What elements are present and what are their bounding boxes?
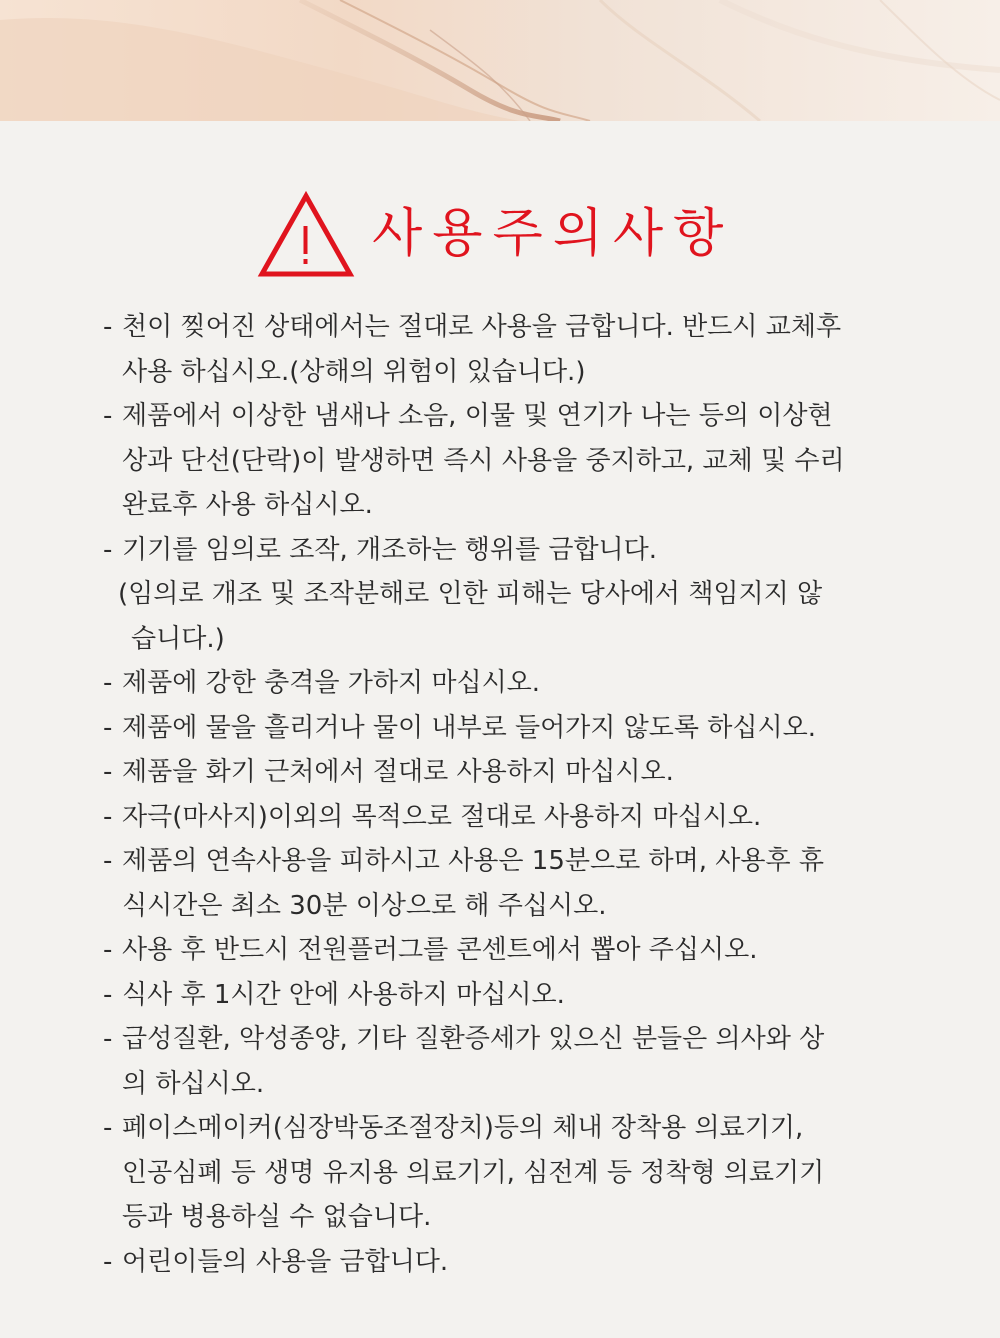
notice-line: 페이스메이커(심장박동조절장치)등의 체내 장착용 의료기기, bbox=[122, 1113, 804, 1143]
bullet-dash: - bbox=[103, 935, 113, 965]
notice-line: 식사 후 1시간 안에 사용하지 마십시오. bbox=[122, 979, 565, 1010]
notice-list bbox=[103, 305, 903, 1284]
notice-line: 어린이들의 사용을 금합니다. bbox=[122, 1246, 449, 1277]
notice-item bbox=[103, 928, 903, 973]
notice-item bbox=[103, 305, 903, 394]
notice-line: 제품에 물을 흘리거나 물이 내부로 들어가지 않도록 하십시오. bbox=[122, 712, 817, 743]
notice-line: 식시간은 최소 30분 이상으로 해 주십시오. bbox=[122, 890, 607, 921]
notice-line: 기기를 임의로 조작, 개조하는 행위를 금합니다. bbox=[122, 534, 658, 565]
notice-text bbox=[122, 528, 903, 573]
notice-item bbox=[103, 839, 903, 928]
notice-text bbox=[122, 1240, 903, 1285]
bullet-dash: - bbox=[103, 1024, 113, 1054]
notice-line: 제품을 화기 근처에서 절대로 사용하지 마십시오. bbox=[122, 757, 674, 787]
notice-line: 사용 하십시오.(상해의 위험이 있습니다.) bbox=[122, 356, 586, 387]
notice-line: 상과 단선(단락)이 발생하면 즉시 사용을 중지하고, 교체 및 수리 bbox=[122, 445, 845, 476]
notice-line: 인공심폐 등 생명 유지용 의료기기, 심전계 등 정착형 의료기기 bbox=[122, 1157, 825, 1188]
notice-line: 자극(마사지)이외의 목적으로 절대로 사용하지 마십시오. bbox=[122, 801, 762, 832]
notice-line: 완료후 사용 하십시오. bbox=[122, 490, 373, 520]
notice-line: 사용 후 반드시 전원플러그를 콘센트에서 뽑아 주십시오. bbox=[122, 935, 758, 965]
bullet-dash: - bbox=[103, 712, 113, 743]
notice-item bbox=[103, 1017, 903, 1106]
bullet-dash: - bbox=[103, 401, 113, 431]
bullet-dash: - bbox=[103, 801, 113, 832]
notice-item bbox=[103, 394, 903, 528]
notice-item bbox=[103, 750, 903, 795]
title-row bbox=[0, 190, 1000, 290]
bullet-dash: - bbox=[103, 1113, 113, 1143]
notice-line: 천이 찢어진 상태에서는 절대로 사용을 금합니다. 반드시 교체후 bbox=[122, 312, 842, 342]
notice-text bbox=[122, 394, 903, 528]
notice-line: 급성질환, 악성종양, 기타 질환증세가 있으신 분들은 의사와 상 bbox=[122, 1024, 825, 1054]
notice-item bbox=[103, 661, 903, 706]
notice-item bbox=[103, 528, 903, 573]
bullet-dash: - bbox=[103, 846, 113, 876]
bullet-dash: - bbox=[103, 312, 113, 342]
notice-text bbox=[122, 928, 903, 973]
notice-note bbox=[103, 572, 903, 661]
page-title: 사용주의사항 bbox=[372, 204, 734, 264]
notice-text bbox=[122, 973, 903, 1018]
notice-text bbox=[122, 305, 903, 394]
notice-note-line: (임의로 개조 및 조작분해로 인한 피해는 당사에서 책임지지 않 bbox=[118, 579, 823, 609]
notice-text bbox=[122, 750, 903, 795]
bullet-dash: - bbox=[103, 1246, 113, 1277]
notice-text bbox=[122, 706, 903, 751]
notice-line: 의 하십시오. bbox=[122, 1068, 265, 1099]
notice-text bbox=[122, 1106, 903, 1240]
bullet-dash: - bbox=[103, 979, 113, 1010]
bullet-dash: - bbox=[103, 757, 113, 787]
notice-text bbox=[122, 661, 903, 706]
notice-line: 등과 병용하실 수 없습니다. bbox=[122, 1202, 432, 1232]
bullet-dash: - bbox=[103, 668, 113, 698]
bullet-dash: - bbox=[103, 534, 113, 565]
notice-item bbox=[103, 706, 903, 751]
notice-item bbox=[103, 973, 903, 1018]
notice-text bbox=[122, 1017, 903, 1106]
notice-line: 제품에 강한 충격을 가하지 마십시오. bbox=[122, 668, 541, 698]
notice-text bbox=[122, 839, 903, 928]
notice-item bbox=[103, 1240, 903, 1285]
notice-note-line: 습니다.) bbox=[131, 623, 225, 654]
warning-triangle-icon bbox=[256, 190, 356, 282]
notice-item bbox=[103, 1106, 903, 1240]
notice-item bbox=[103, 795, 903, 840]
notice-line: 제품에서 이상한 냄새나 소음, 이물 및 연기가 나는 등의 이상현 bbox=[122, 401, 833, 431]
notice-line: 제품의 연속사용을 피하시고 사용은 15분으로 하며, 사용후 휴 bbox=[122, 846, 824, 876]
notice-text bbox=[122, 795, 903, 840]
marble-banner bbox=[0, 0, 1000, 121]
